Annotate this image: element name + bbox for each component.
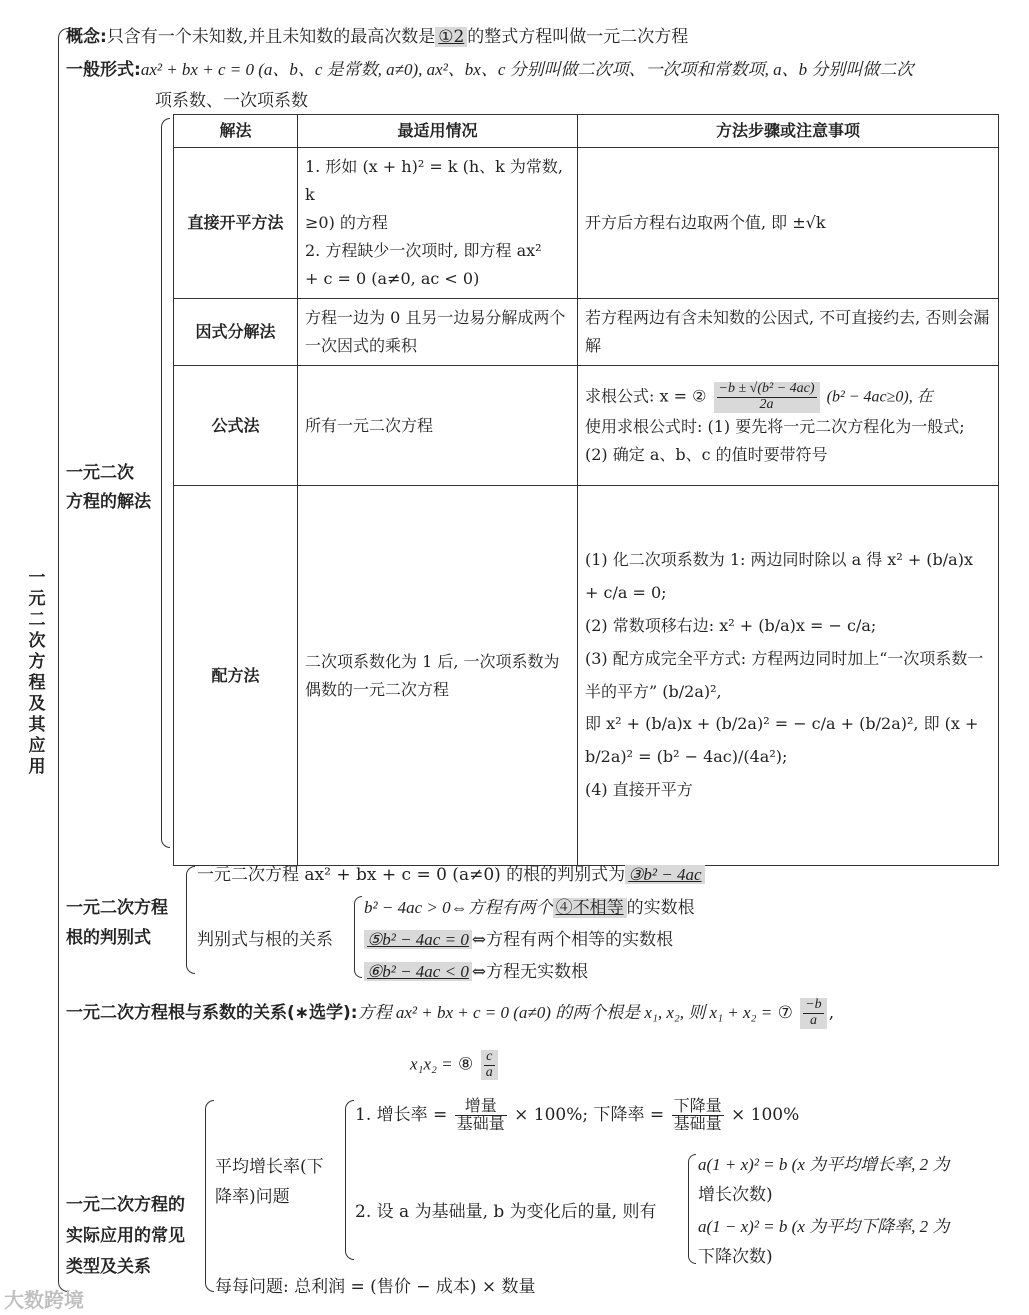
- direct-note: 开方后方程右边取两个值, 即 ±√k: [578, 148, 999, 299]
- application-label-line3: 类型及关系: [66, 1257, 151, 1277]
- increase-line2: 增长次数): [698, 1185, 773, 1205]
- completing-step: (3) 配方成完全平方式: 方程两边同时加上“一次项系数一半的平方” (b/2a)²,: [585, 648, 984, 701]
- vieta-product-mark: ⑧: [458, 1054, 474, 1075]
- direct-case: [298, 148, 578, 299]
- watermark: 大数跨境: [4, 1288, 84, 1312]
- relation-answer-6: ⑥b² − 4ac < 0: [364, 962, 472, 981]
- completing-steps: [578, 486, 999, 866]
- header-steps: 方法步骤或注意事项: [578, 115, 999, 148]
- formula-case: 所有一元二次方程: [298, 366, 578, 486]
- relation-line1-text-a: b² − 4ac > 0⇔方程有两个: [364, 898, 553, 917]
- application-label-line1: 一元二次方程的: [66, 1195, 185, 1215]
- rate2-tail: × 100%: [730, 1104, 800, 1125]
- rate1-fraction: [455, 1098, 507, 1133]
- direct-case-line: 2. 方程缺少一次项时, 即方程 ax²: [305, 241, 542, 260]
- discriminant-line1-text: 一元二次方程 ax² + bx + c = 0 (a≠0) 的根的判别式为: [197, 865, 626, 885]
- root-formula-label: 求根公式: x =: [585, 387, 687, 406]
- relation-brace: [354, 896, 362, 978]
- table-row: [174, 366, 999, 486]
- rate-line: [355, 1098, 799, 1133]
- formula-note: 使用求根公式时: (1) 要先将一元二次方程化为一般式; (2) 确定 a、b、c 的值时要带符号: [585, 416, 965, 464]
- formula-note-cell: [578, 366, 999, 486]
- rate2-numerator: 下降量: [673, 1096, 722, 1115]
- direct-method-name: 直接开平方法: [174, 148, 298, 299]
- table-row: [174, 299, 999, 366]
- root-formula-answer: [714, 382, 820, 412]
- relation-line1-text-b: 的实数根: [626, 898, 695, 918]
- growth-label-line2: 降率)问题: [215, 1187, 290, 1207]
- completing-step: (4) 直接开平方: [585, 779, 693, 799]
- discriminant-brace: [186, 866, 195, 974]
- rate2-prefix: 下降率 =: [593, 1104, 665, 1125]
- concept-label: 概念:: [66, 27, 107, 47]
- relation-line2-text: ⇔方程有两个相等的实数根: [471, 930, 674, 950]
- concept-line: [66, 22, 688, 47]
- relation-line2: [364, 925, 673, 950]
- profit-line: 每每问题: 总利润 = (售价 − 成本) × 数量: [215, 1277, 536, 1297]
- discriminant-line1: [197, 860, 705, 885]
- completing-case: 二次项系数化为 1 后, 一次项系数为偶数的一元二次方程: [298, 486, 578, 866]
- vieta-sum-denominator: a: [809, 1013, 817, 1028]
- general-form-label: 一般形式:: [66, 60, 141, 80]
- vieta-line: 一元二次方程根与系数的关系(∗选学):方程 ax² + bx + c = 0 (a≠0) 的两个根是 x₁, x₂, 则 x₁ + x₂ = ⑦ $\frac{-b}{a}$ ,: [66, 997, 835, 1028]
- factoring-method-name: 因式分解法: [174, 299, 298, 366]
- general-form-text: ax² + bx + c = 0 (a、b、c 是常数, a≠0), ax²、bx、c 分别叫做二次项、一次项和常数项, a、b 分别叫做二次: [140, 60, 914, 79]
- relation-line3: [364, 957, 588, 982]
- solving-label-line1: 一元二次: [66, 463, 134, 483]
- root-formula-denominator: 2a: [759, 397, 774, 412]
- completing-step: (2) 常数项移右边: x² + (b/a)x = − c/a;: [585, 615, 877, 635]
- concept-text-b: 的整式方程叫做一元二次方程: [467, 27, 689, 47]
- direct-case-line: 1. 形如 (x + h)² = k (h、k 为常数, k: [305, 157, 564, 204]
- relation-answer-4: ④不相等: [553, 898, 627, 918]
- decrease-line1: a(1 − x)² = b (x 为平均下降率, 2 为: [698, 1217, 950, 1236]
- increase-line1: a(1 + x)² = b (x 为平均增长率, 2 为: [698, 1155, 950, 1174]
- vieta-product-label: x₁x₂ =: [410, 1054, 453, 1074]
- root-formula-mark: ②: [692, 387, 707, 406]
- relation-line1: [364, 893, 695, 918]
- general-form-line1: [66, 55, 913, 80]
- discriminant-answer: ③b² − 4ac: [625, 865, 704, 884]
- rate1-numerator: 增量: [455, 1098, 507, 1116]
- vieta-sum-numerator: −b: [805, 997, 822, 1013]
- header-case: 最适用情况: [298, 115, 578, 148]
- discriminant-label-line2: 根的判别式: [66, 928, 151, 948]
- direct-case-line: ≥0) 的方程: [305, 213, 388, 232]
- root-formula-line: [585, 382, 991, 412]
- vieta-sum-mark: ⑦: [777, 1003, 793, 1023]
- general-form-line2: 项系数、一次项系数: [155, 91, 308, 111]
- relation-answer-5: ⑤b² − 4ac = 0: [364, 930, 472, 949]
- factoring-case: 方程一边为 0 且另一边易分解成两个一次因式的乘积: [298, 299, 578, 366]
- root-formula-numerator: −b ± √(b² − 4ac): [718, 381, 815, 397]
- table-header-row: [174, 115, 999, 148]
- growth-label-line1: 平均增长率(下: [215, 1157, 324, 1177]
- completing-method-name: 配方法: [174, 486, 298, 866]
- rate2-fraction: [672, 1098, 724, 1133]
- application-label-line2: 实际应用的常见: [66, 1226, 185, 1246]
- vieta-product-answer: [481, 1050, 498, 1080]
- vieta-product-denominator: a: [485, 1064, 493, 1080]
- factoring-note: 若方程两边有含未知数的公因式, 不可直接约去, 否则会漏解: [578, 299, 999, 366]
- vieta-sum-answer: [800, 998, 826, 1028]
- growth-brace: [345, 1100, 354, 1260]
- formula-method-name: 公式法: [174, 366, 298, 486]
- main-brace: [58, 28, 69, 1292]
- rate2-denominator: 基础量: [673, 1113, 722, 1133]
- decrease-line2: 下降次数): [698, 1247, 773, 1267]
- concept-answer: ①2: [435, 27, 467, 47]
- table-row: [174, 486, 999, 866]
- vieta-text: 方程 ax² + bx + c = 0 (a≠0) 的两个根是 x₁, x₂, 则 x₁ + x₂ =: [357, 1003, 773, 1022]
- direct-case-line: + c = 0 (a≠0, ac < 0): [305, 269, 480, 288]
- table-row: [174, 148, 999, 299]
- rate1-tail: × 100%;: [514, 1104, 589, 1125]
- set-text: 2. 设 a 为基础量, b 为变化后的量, 则有: [355, 1202, 657, 1222]
- methods-table: [173, 114, 999, 866]
- relation-label: 判别式与根的关系: [197, 930, 333, 950]
- header-method: 解法: [174, 115, 298, 148]
- application-brace: [205, 1100, 214, 1292]
- solving-brace: [161, 118, 170, 848]
- relation-line3-text: ⇔方程无实数根: [471, 962, 589, 982]
- vieta-product-numerator: c: [484, 1050, 495, 1066]
- vieta-product-line: [410, 1050, 500, 1080]
- root-formula-condition: (b² − 4ac≥0), 在: [826, 389, 933, 406]
- rate1-prefix: 1. 增长率 =: [355, 1104, 448, 1125]
- discriminant-label-line1: 一元二次方程: [66, 898, 168, 918]
- solving-label-line2: 方程的解法: [66, 492, 151, 512]
- vieta-label: 一元二次方程根与系数的关系(∗选学):: [66, 1003, 358, 1023]
- main-title: 一元二次方程及其应用: [28, 568, 46, 777]
- completing-step: (1) 化二次项系数为 1: 两边同时除以 a 得 x² + (b/a)x + c/a = 0;: [585, 550, 973, 603]
- formula-brace: [688, 1154, 696, 1264]
- completing-step: 即 x² + (b/a)x + (b/2a)² = − c/a + (b/2a)², 即 (x + b/2a)² = (b² − 4ac)/(4a²);: [585, 714, 979, 767]
- concept-text-a: 只含有一个未知数,并且未知数的最高次数是: [106, 27, 436, 47]
- rate1-denominator: 基础量: [456, 1113, 505, 1133]
